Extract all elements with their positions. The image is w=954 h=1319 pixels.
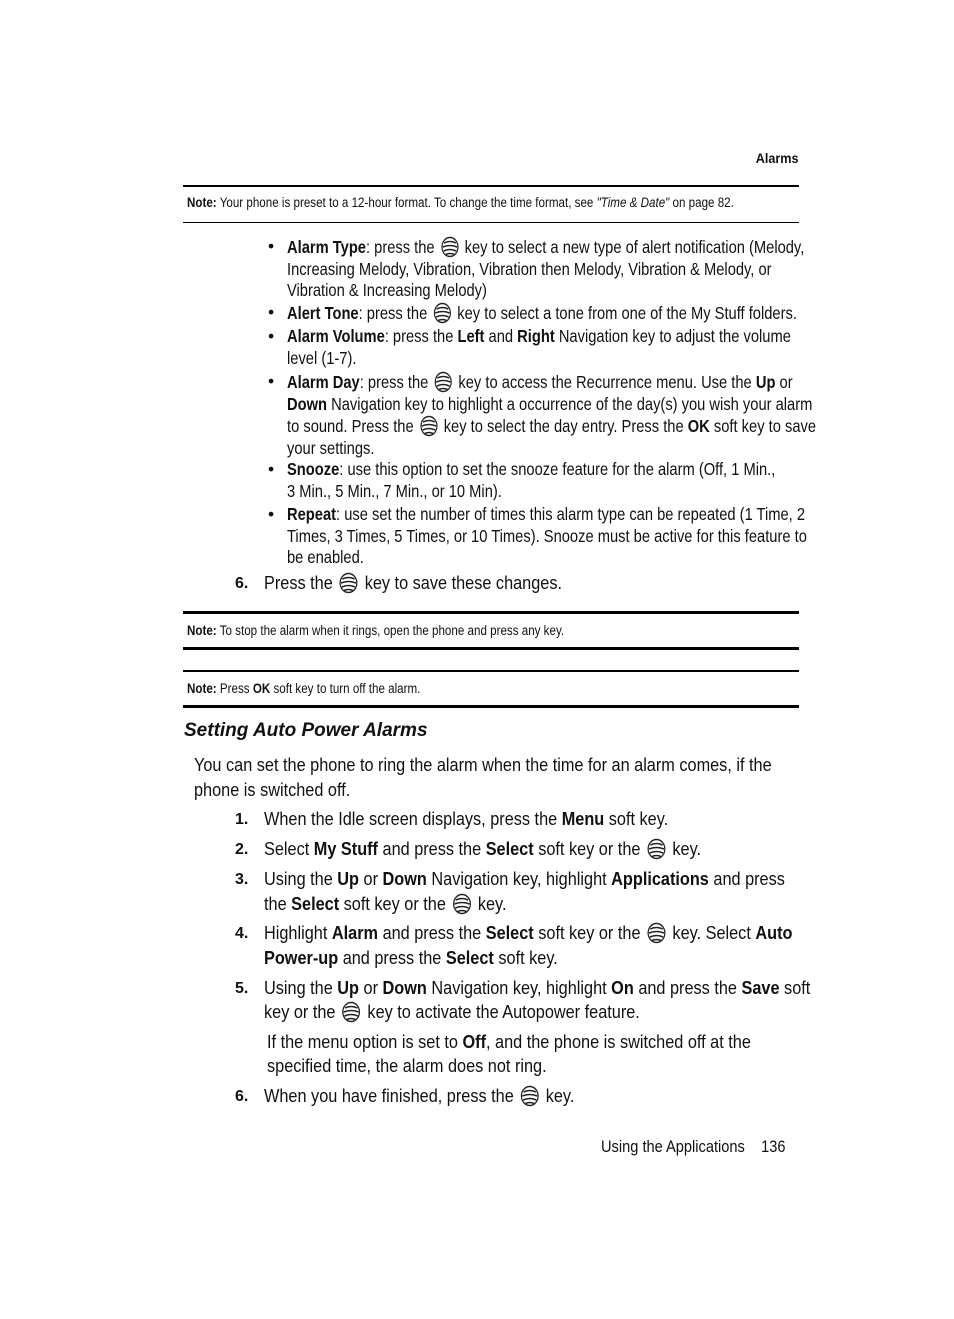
note-turn-off-alarm: Note: Press OK soft key to turn off the alarm.	[187, 681, 421, 696]
page-footer	[601, 1137, 786, 1157]
att-globe-key-icon	[647, 838, 666, 860]
list-item: • Alarm Type: press the key to select a new type of alert notification (Melody, Increasing Melody, Vibration, Vibration then Melody, Vibration & Melody, or Vibration & Increasing Melody)	[268, 236, 888, 302]
running-header: Alarms	[755, 150, 798, 166]
step-5-note-2: specified time, the alarm does not ring.	[267, 1055, 547, 1076]
note-bottom-rule	[183, 705, 799, 708]
list-item: • Snooze: use this option to set the snooze feature for the alarm (Off, 1 Min., 3 Min., 5 Min., 7 Min., or 10 Min).	[268, 459, 888, 504]
step-number: 6.	[235, 575, 249, 592]
note-top-rule	[183, 185, 799, 187]
step-1: When the Idle screen displays, press the Menu soft key.	[264, 808, 669, 829]
note-top-rule	[183, 670, 799, 672]
chapter-name: Using the Applications	[601, 1137, 745, 1156]
step-save-changes: Press the key to save these changes.	[264, 572, 563, 593]
step-number: 3.	[235, 871, 249, 888]
list-item: • Alarm Day: press the key to access the Recurrence menu. Use the Up or Down Navigation key to highlight a occurrence of the day(s) you wish your alarm to sound. Press the key to select the day entry. Press the OK soft key to save your settings.	[268, 371, 888, 459]
step-3-cont: the Select soft key or the key.	[264, 893, 507, 914]
section-heading: Setting Auto Power Alarms	[184, 720, 428, 741]
step-number: 4.	[235, 925, 249, 942]
list-item: • Repeat: use set the number of times this alarm type can be repeated (1 Time, 2 Times, 3 Times, 5 Times, or 10 Times). Snooze must be active for this feature to be enabled.	[268, 504, 888, 570]
att-globe-key-icon	[440, 236, 458, 258]
note-label: Note:	[187, 195, 217, 210]
step-5: Using the Up or Down Navigation key, highlight On and press the Save soft	[264, 977, 811, 998]
step-4: Highlight Alarm and press the Select soft key or the key. Select Auto	[264, 922, 793, 943]
step-5-note-1: If the menu option is set to Off, and the phone is switched off at the	[267, 1031, 751, 1052]
att-globe-key-icon	[647, 922, 666, 944]
intro-line-2: phone is switched off.	[194, 779, 351, 800]
note-bottom-rule	[183, 222, 799, 223]
step-4-cont: Power-up and press the Select soft key.	[264, 947, 558, 968]
page-number: 136	[761, 1137, 786, 1156]
step-3: Using the Up or Down Navigation key, highlight Applications and press	[264, 868, 785, 889]
att-globe-key-icon	[520, 1085, 539, 1107]
att-globe-key-icon	[419, 415, 437, 437]
cross-reference: "Time & Date"	[596, 195, 670, 210]
note-top-rule	[183, 611, 799, 614]
step-number: 1.	[235, 811, 249, 828]
note-stop-alarm: Note: To stop the alarm when it rings, open the phone and press any key.	[187, 623, 565, 638]
att-globe-key-icon	[342, 1001, 361, 1023]
step-number: 5.	[235, 980, 249, 997]
att-globe-key-icon	[433, 302, 451, 324]
step-6: When you have finished, press the key.	[264, 1085, 575, 1106]
att-globe-key-icon	[339, 572, 358, 594]
step-2: Select My Stuff and press the Select soft key or the key.	[264, 838, 702, 859]
step-5-cont: key or the key to activate the Autopower feature.	[264, 1001, 640, 1022]
intro-line-1: You can set the phone to ring the alarm when the time for an alarm comes, if the	[194, 754, 772, 775]
att-globe-key-icon	[434, 371, 452, 393]
note-label: Note:	[187, 623, 217, 638]
note-time-format: Note: Your phone is preset to a 12-hour format. To change the time format, see "Time & Date" on page 82.	[187, 195, 734, 210]
note-bottom-rule	[183, 647, 799, 650]
att-globe-key-icon	[452, 893, 471, 915]
step-number: 6.	[235, 1088, 249, 1105]
list-item: • Alarm Volume: press the Left and Right Navigation key to adjust the volume level (1-7).	[268, 326, 888, 371]
note-label: Note:	[187, 681, 217, 696]
step-number: 2.	[235, 841, 249, 858]
alarm-options-list	[268, 236, 888, 570]
list-item: • Alert Tone: press the key to select a tone from one of the My Stuff folders.	[268, 302, 888, 326]
